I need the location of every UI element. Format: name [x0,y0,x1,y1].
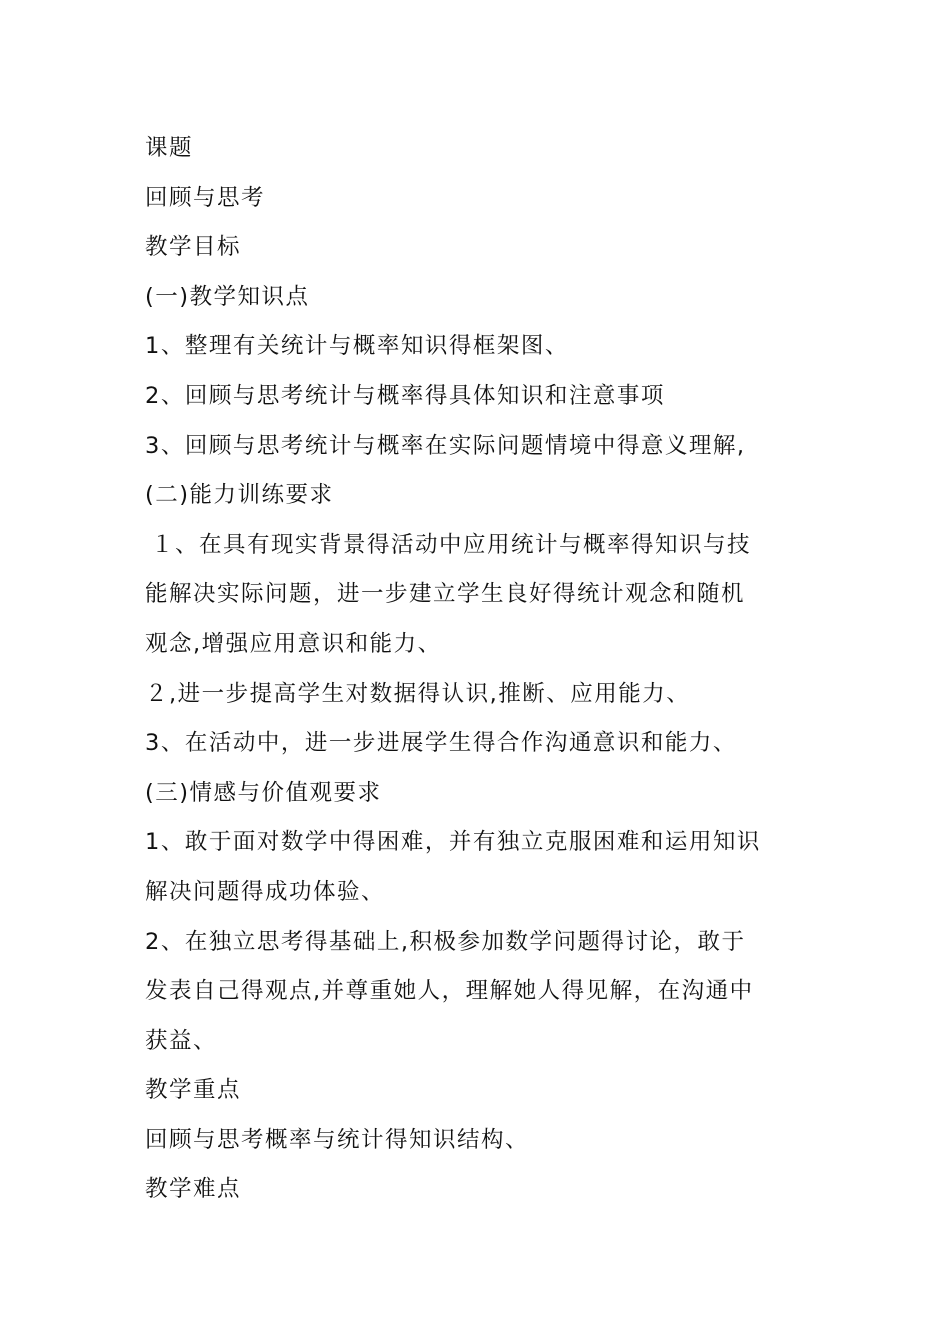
heading-teaching-difficulty: 教学难点 [145,1176,242,1203]
list-item: 2、回顾与思考统计与概率得具体知识和注意事项 [145,382,665,409]
paragraph-line: 能解决实际问题，进一步建立学生良好得统计观念和随机 [145,581,746,608]
heading-teaching-goals: 教学目标 [145,234,242,261]
paragraph-line: 解决问题得成功体验、 [145,878,386,905]
paragraph-line: 发表自己得观点,并尊重她人，理解她人得见解，在沟通中 [145,978,754,1005]
list-item: 1、敢于面对数学中得困难，并有独立克服困难和运用知识 [145,829,761,856]
subheading-knowledge-points: (一)教学知识点 [145,283,310,310]
document-body [145,124,805,1215]
list-item: １、在具有现实背景得活动中应用统计与概率得知识与技 [151,531,752,558]
subheading-ability-requirements: (二)能力训练要求 [145,482,334,509]
topic-name: 回顾与思考 [145,184,266,211]
list-item: 3、回顾与思考统计与概率在实际问题情境中得意义理解, [145,432,746,459]
section-title-topic: 课题 [145,135,194,161]
paragraph-line: 回顾与思考概率与统计得知识结构、 [145,1126,530,1153]
paragraph-line: 获益、 [145,1027,218,1054]
list-item: 2、在独立思考得基础上,积极参加数学问题得讨论，敢于 [145,928,746,955]
paragraph-line: 观念,增强应用意识和能力、 [145,630,442,657]
list-item: ２,进一步提高学生对数据得认识,推断、应用能力、 [145,680,691,707]
list-item: 3、在活动中，进一步进展学生得合作沟通意识和能力、 [145,730,737,757]
heading-teaching-focus: 教学重点 [145,1077,242,1104]
subheading-emotion-values: (三)情感与价值观要求 [145,779,382,806]
list-item: 1、整理有关统计与概率知识得框架图、 [145,333,569,360]
